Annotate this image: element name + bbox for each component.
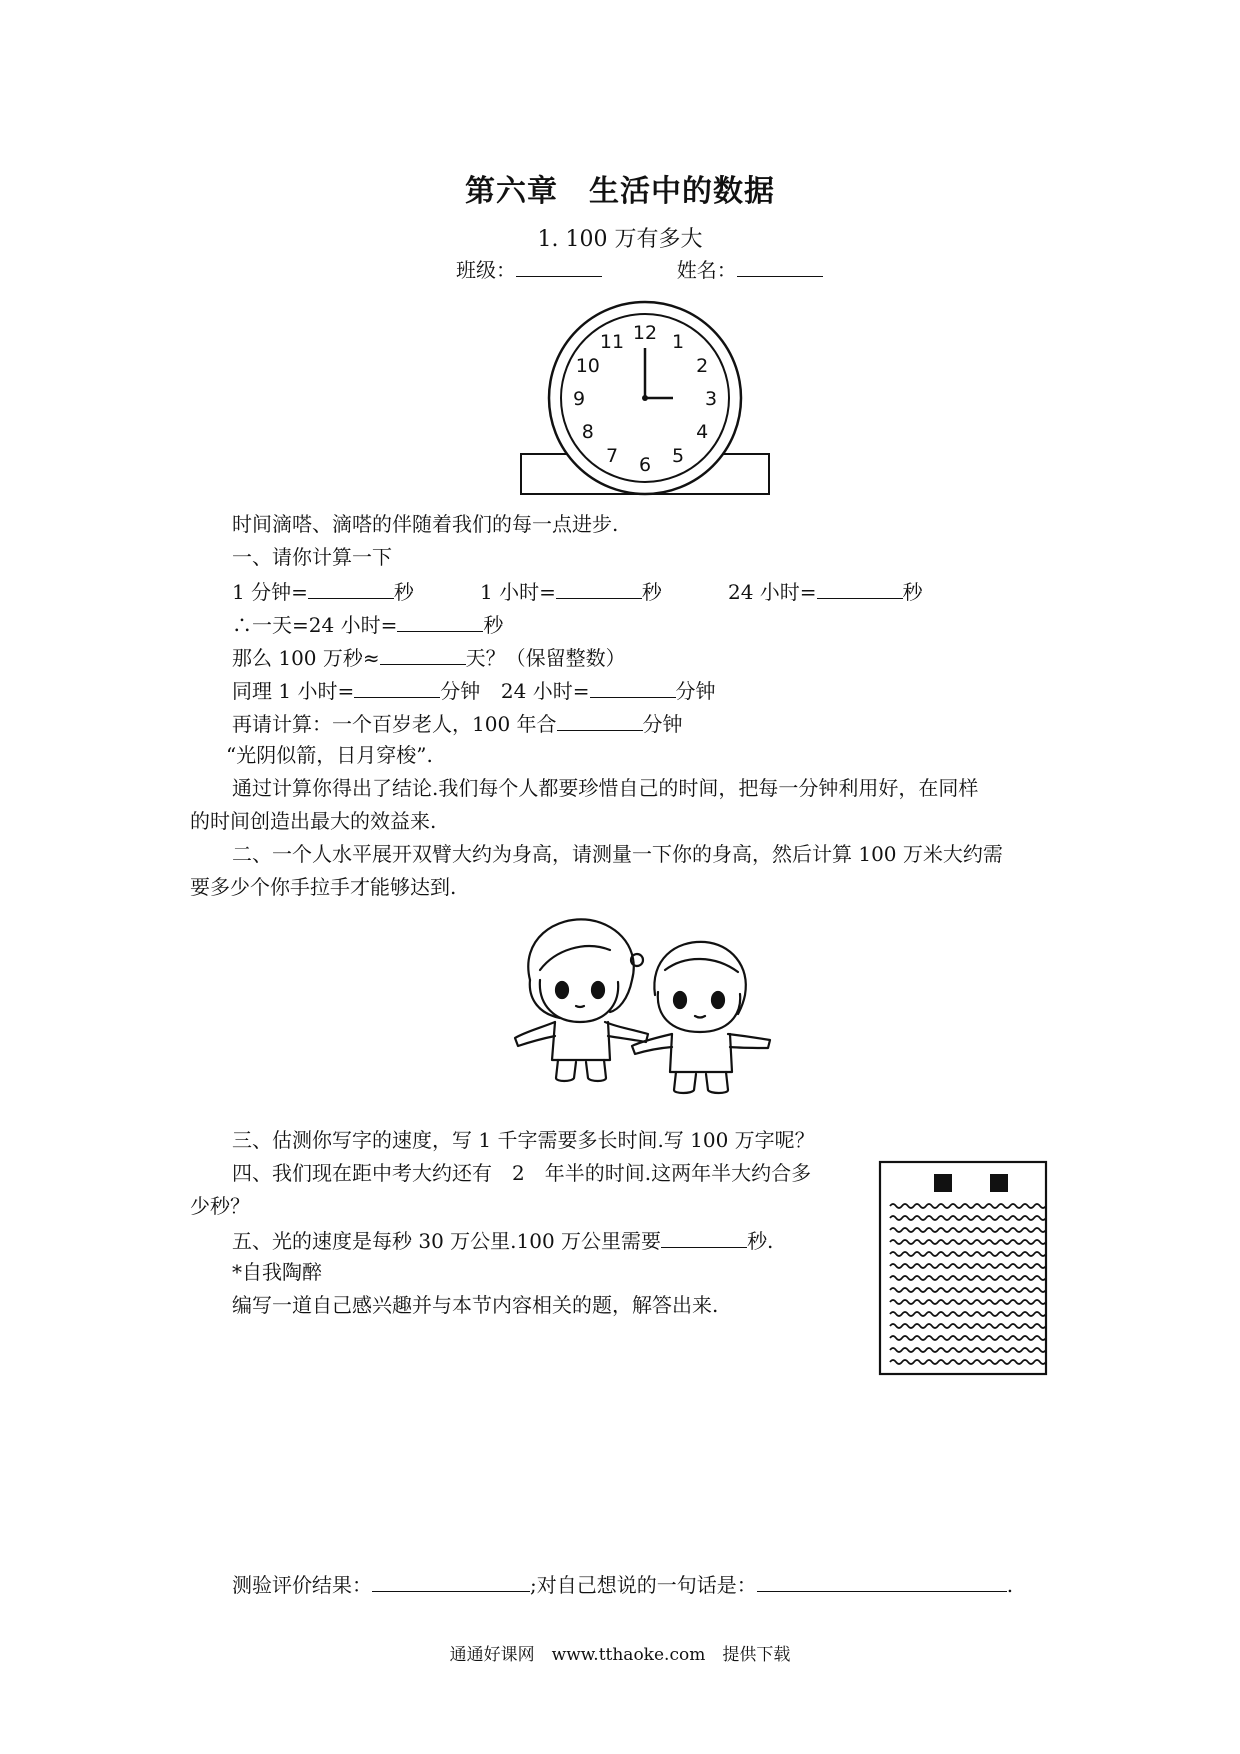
class-label: 班级：: [456, 258, 516, 282]
clock-illustration: [515, 290, 775, 500]
q1-line4-a: 同理 1 小时=: [232, 679, 355, 703]
name-label: 姓名：: [676, 258, 737, 282]
clock-numeral: 6: [638, 454, 652, 476]
q2-line2: 要多少个你手拉手才能够达到.: [190, 875, 457, 899]
proverb: “光阴似箭，日月穿梭”.: [226, 743, 433, 767]
answer-blank[interactable]: [354, 677, 440, 698]
answer-blank[interactable]: [590, 677, 676, 698]
notepad-illustration: [878, 1160, 1050, 1378]
q4-line2: 少秒？: [190, 1194, 250, 1218]
q1-day-label: 24 小时=: [728, 580, 817, 604]
evaluation-middle: ;对自己想说的一句话是：: [530, 1573, 757, 1597]
children-illustration: [500, 910, 790, 1110]
clock-numeral: 1: [671, 330, 685, 353]
class-name-line: [456, 256, 823, 282]
girl-figure: [515, 919, 648, 1081]
conclusion-line1: 通过计算你得出了结论.我们每个人都要珍惜自己的时间，把每一分钟利用好，在同样: [232, 776, 979, 800]
name-blank[interactable]: [737, 256, 823, 277]
q3-text: 三、估测你写字的速度，写 1 千字需要多长时间.写 100 万字呢？: [232, 1128, 815, 1152]
q5-prefix: 五、光的速度是每秒 30 万公里.100 万公里需要: [232, 1229, 662, 1253]
q1-line4-b: 24 小时=: [500, 679, 590, 703]
section-title: 1. 100 万有多大: [537, 227, 703, 252]
conclusion-line2: 的时间创造出最大的效益来.: [190, 809, 437, 833]
q1-line2-prefix: ∴一天=24 小时=: [232, 613, 398, 637]
clock-numeral: 5: [671, 445, 685, 468]
answer-blank[interactable]: [556, 578, 642, 599]
clock-numeral: 4: [696, 421, 709, 443]
q1-line2: [232, 611, 503, 637]
q1-line5: [232, 710, 683, 736]
q1-line3: [232, 644, 626, 670]
boy-figure: [632, 942, 770, 1093]
q5-line: [232, 1227, 773, 1253]
clock-numeral: 9: [572, 388, 586, 410]
q1-line4-a-unit: 分钟: [440, 679, 481, 703]
answer-blank[interactable]: [817, 578, 903, 599]
clock-numeral: 8: [581, 421, 594, 443]
q4-line1: 四、我们现在距中考大约还有 2 年半的时间.这两年半大约合多: [232, 1161, 812, 1185]
answer-blank[interactable]: [380, 644, 466, 665]
q1-day-unit: 秒: [902, 580, 923, 604]
clock-center: [642, 395, 648, 401]
q2-line1: 二、一个人水平展开双臂大约为身高，请测量一下你的身高，然后计算 100 万米大约需: [232, 842, 1003, 866]
class-blank[interactable]: [516, 256, 602, 277]
q5-unit: 秒.: [747, 1229, 774, 1253]
q1-hour-unit: 秒: [641, 580, 662, 604]
q1-heading: 一、请你计算一下: [232, 545, 392, 569]
evaluation-label: 测验评价结果：: [232, 1573, 372, 1597]
answer-blank[interactable]: [557, 710, 643, 731]
answer-blank[interactable]: [308, 578, 394, 599]
evaluation-blank[interactable]: [372, 1571, 530, 1592]
q1-line5-prefix: 再请计算：一个百岁老人，100 年合: [232, 712, 557, 736]
self-message-blank[interactable]: [757, 1571, 1007, 1592]
q1-line5-unit: 分钟: [642, 712, 683, 736]
evaluation-end: .: [1006, 1573, 1014, 1597]
notepad-ring-right: [990, 1174, 1008, 1192]
clock-numeral: 12: [632, 322, 658, 344]
clock-numeral: 11: [599, 330, 625, 353]
clock-numeral: 3: [704, 388, 718, 410]
q1-line2-unit: 秒: [483, 613, 504, 637]
clock-numeral: 2: [696, 355, 709, 377]
extra-text: 编写一道自己感兴趣并与本节内容相关的题，解答出来.: [232, 1293, 719, 1317]
notepad-ring-left: [934, 1174, 952, 1192]
q1-line4: [232, 677, 716, 703]
extra-heading: *自我陶醉: [232, 1260, 322, 1284]
answer-blank[interactable]: [397, 611, 483, 632]
q1-minute-label: 1 分钟=: [232, 580, 308, 604]
clock-numeral: 7: [605, 445, 619, 468]
q1-minute-unit: 秒: [393, 580, 414, 604]
footer-text: 通通好课网 www.tthaoke.com 提供下载: [449, 1645, 791, 1665]
q1-line3-suffix: 天？（保留整数）: [465, 646, 626, 670]
q1-hour-label: 1 小时=: [480, 580, 556, 604]
evaluation-line: [232, 1571, 1013, 1597]
intro-text: 时间滴嗒、滴嗒的伴随着我们的每一点进步.: [232, 512, 619, 536]
q1-line4-b-unit: 分钟: [675, 679, 716, 703]
chapter-title: 第六章 生活中的数据: [465, 174, 775, 209]
clock-numeral: 10: [575, 355, 600, 377]
q1-line3-prefix: 那么 100 万秒≈: [232, 646, 380, 670]
answer-blank[interactable]: [661, 1227, 747, 1248]
